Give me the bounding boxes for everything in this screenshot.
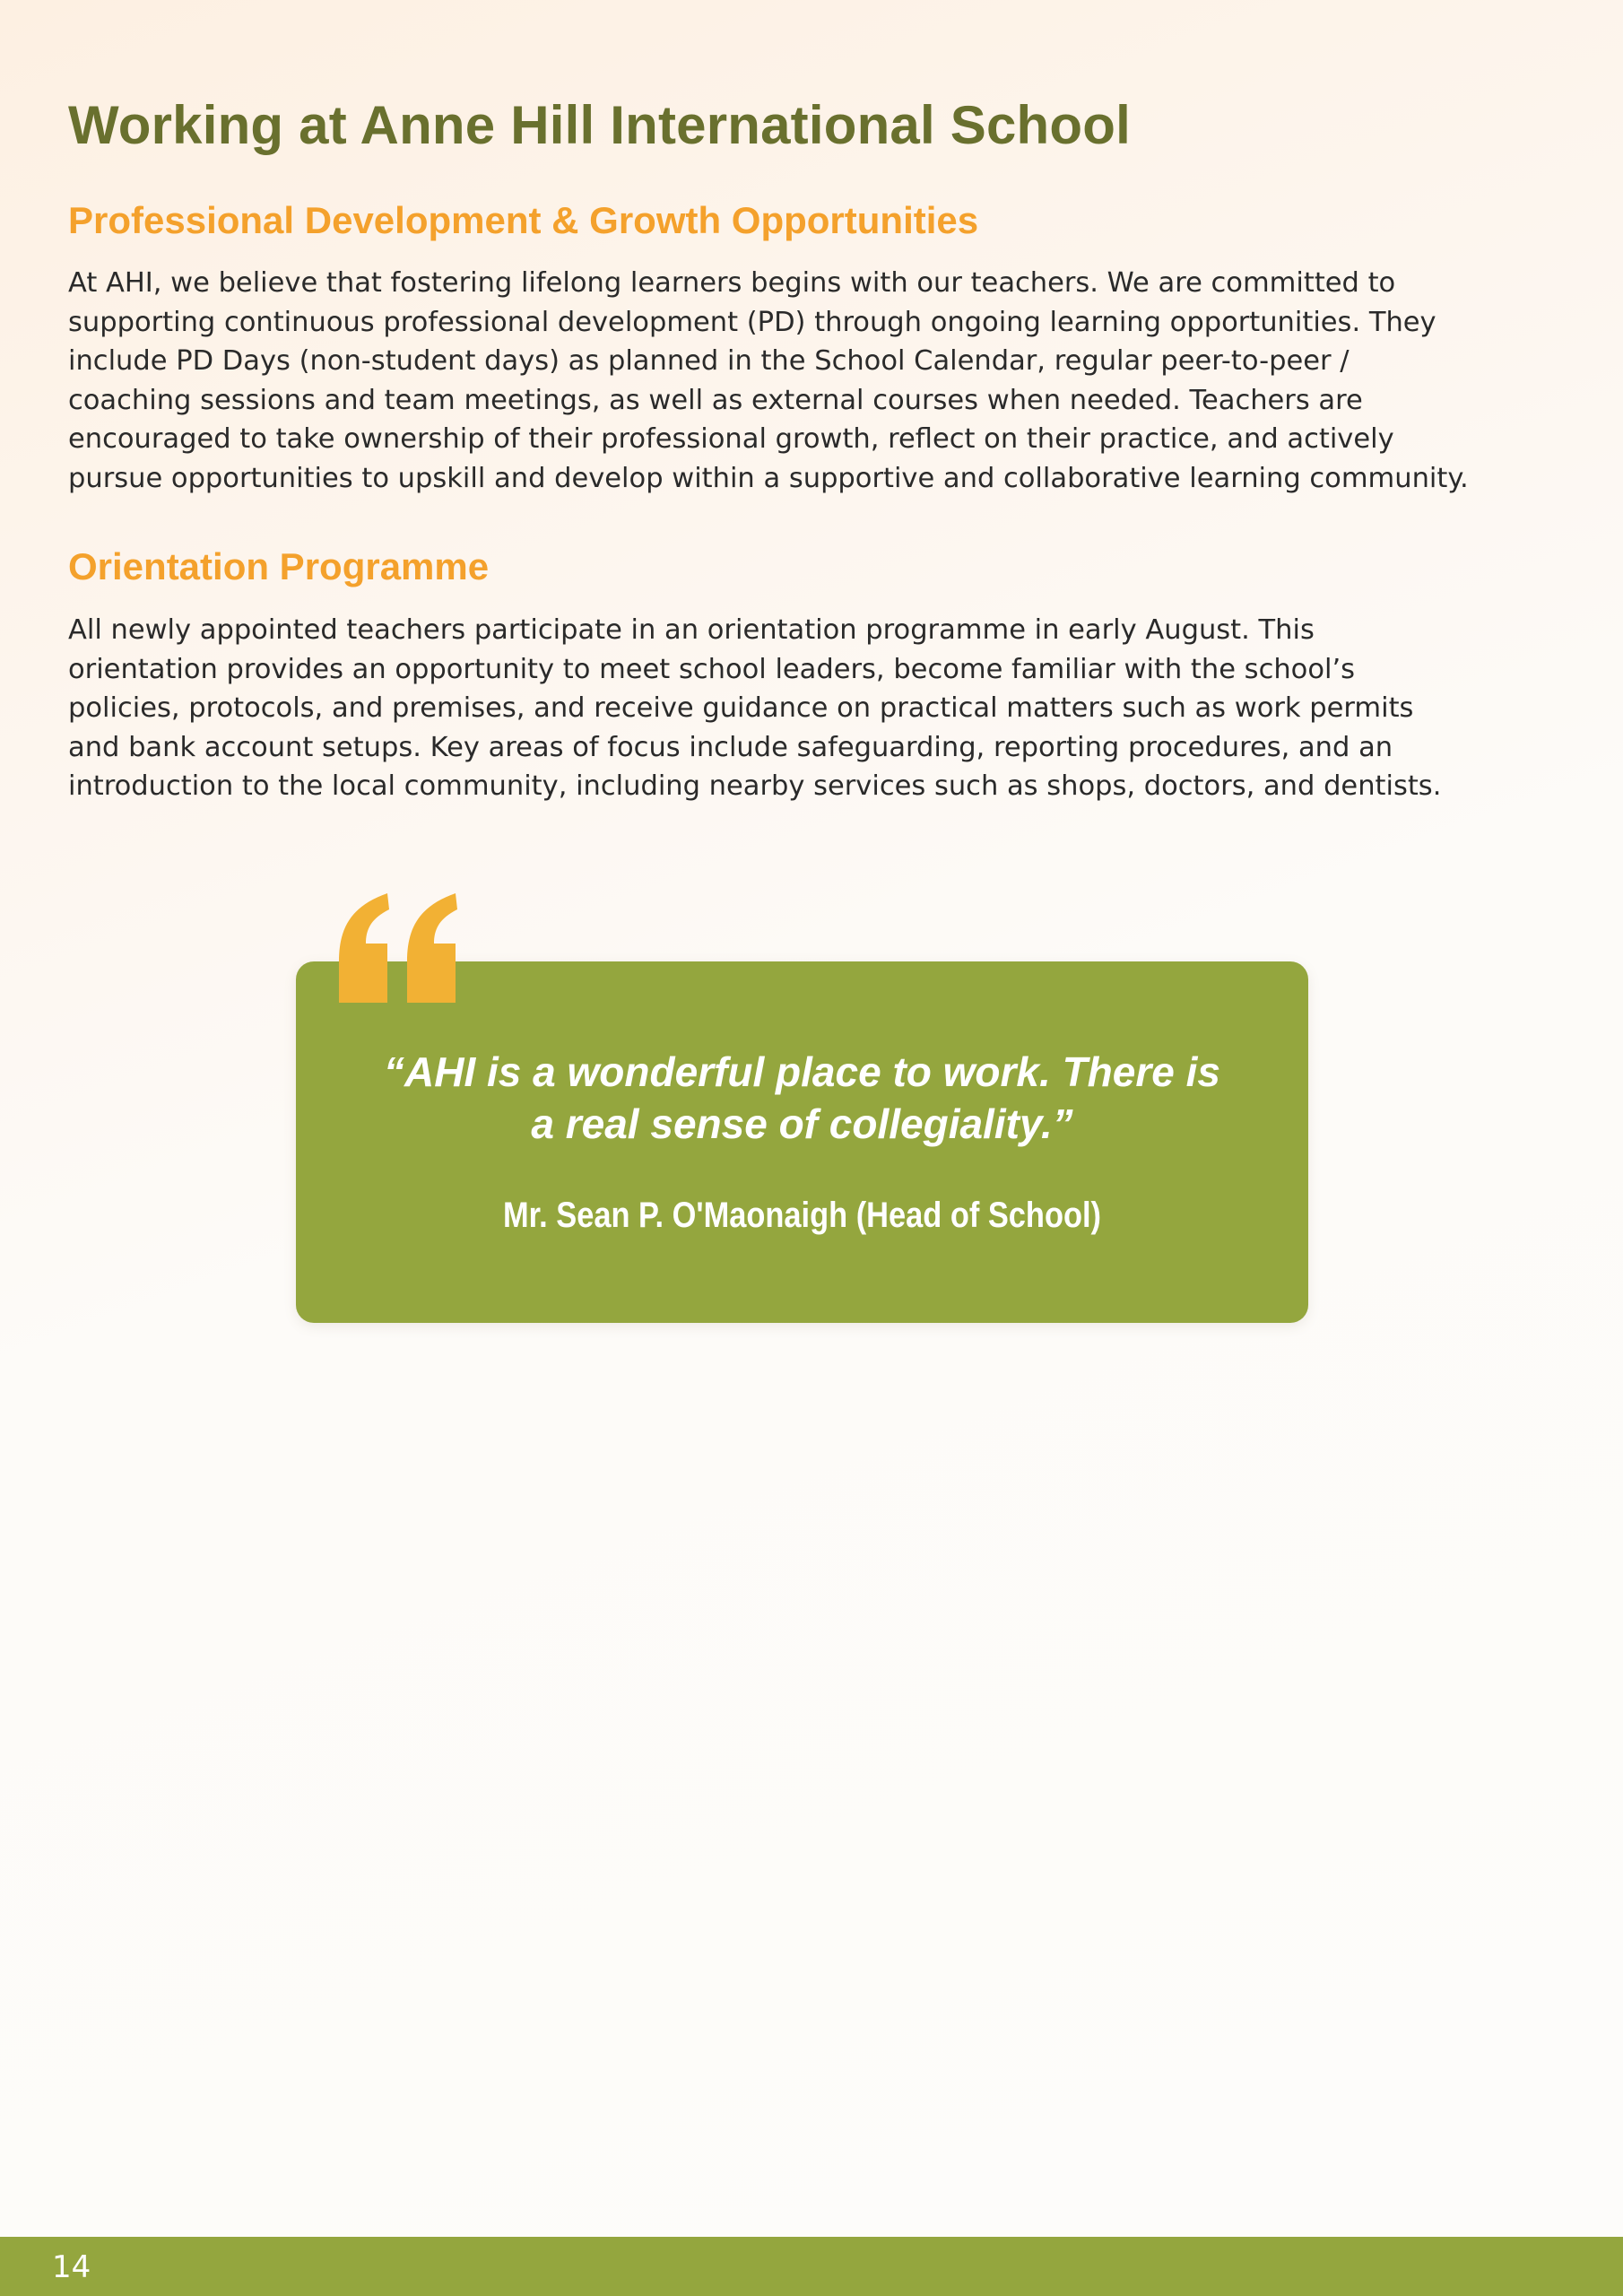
testimonial-quote-line: a real sense of collegiality.” [531,1100,1073,1147]
testimonial-quote [296,1046,1308,1150]
testimonial-author: Mr. Sean P. O'Maonaigh (Head of School) [503,1196,1101,1235]
paragraph-line: All newly appointed teachers participate in an orientation programme in early August. This [68,614,1315,646]
footer-bar [0,2237,1623,2296]
paragraph-line: coaching sessions and team meetings, as well as external courses when needed. Teachers are [68,384,1363,416]
paragraph-line: orientation provides an opportunity to meet school leaders, become familiar with the school’s [68,653,1356,685]
paragraph-line: and bank account setups. Key areas of focus include safeguarding, reporting procedures, and an [68,731,1393,763]
paragraph-line: pursue opportunities to upskill and develop within a supportive and collaborative learning community. [68,462,1469,494]
professional-development-paragraph [68,264,1575,499]
section-heading-professional-development: Professional Development & Growth Opportunities [68,199,979,241]
orientation-paragraph [68,611,1575,806]
paragraph-line: introduction to the local community, including nearby services such as shops, doctors, and dentists. [68,770,1442,803]
page-title: Working at Anne Hill International School [68,95,1131,155]
paragraph-line: include PD Days (non-student days) as planned in the School Calendar, regular peer-to-peer / [68,345,1350,378]
quote-mark-icon [334,893,461,1003]
testimonial-quote-line: “AHI is a wonderful place to work. There is [384,1048,1220,1095]
testimonial-card [296,961,1308,1323]
page-number: 14 [52,2249,91,2285]
section-heading-orientation-programme: Orientation Programme [68,545,490,587]
paragraph-line: supporting continuous professional development (PD) through ongoing learning opportunities. They [68,306,1436,338]
paragraph-line: encouraged to take ownership of their professional growth, reflect on their practice, and actively [68,423,1394,456]
paragraph-line: At AHI, we believe that fostering lifelong learners begins with our teachers. We are committed to [68,267,1396,299]
paragraph-line: policies, protocols, and premises, and receive guidance on practical matters such as work permits [68,692,1414,725]
